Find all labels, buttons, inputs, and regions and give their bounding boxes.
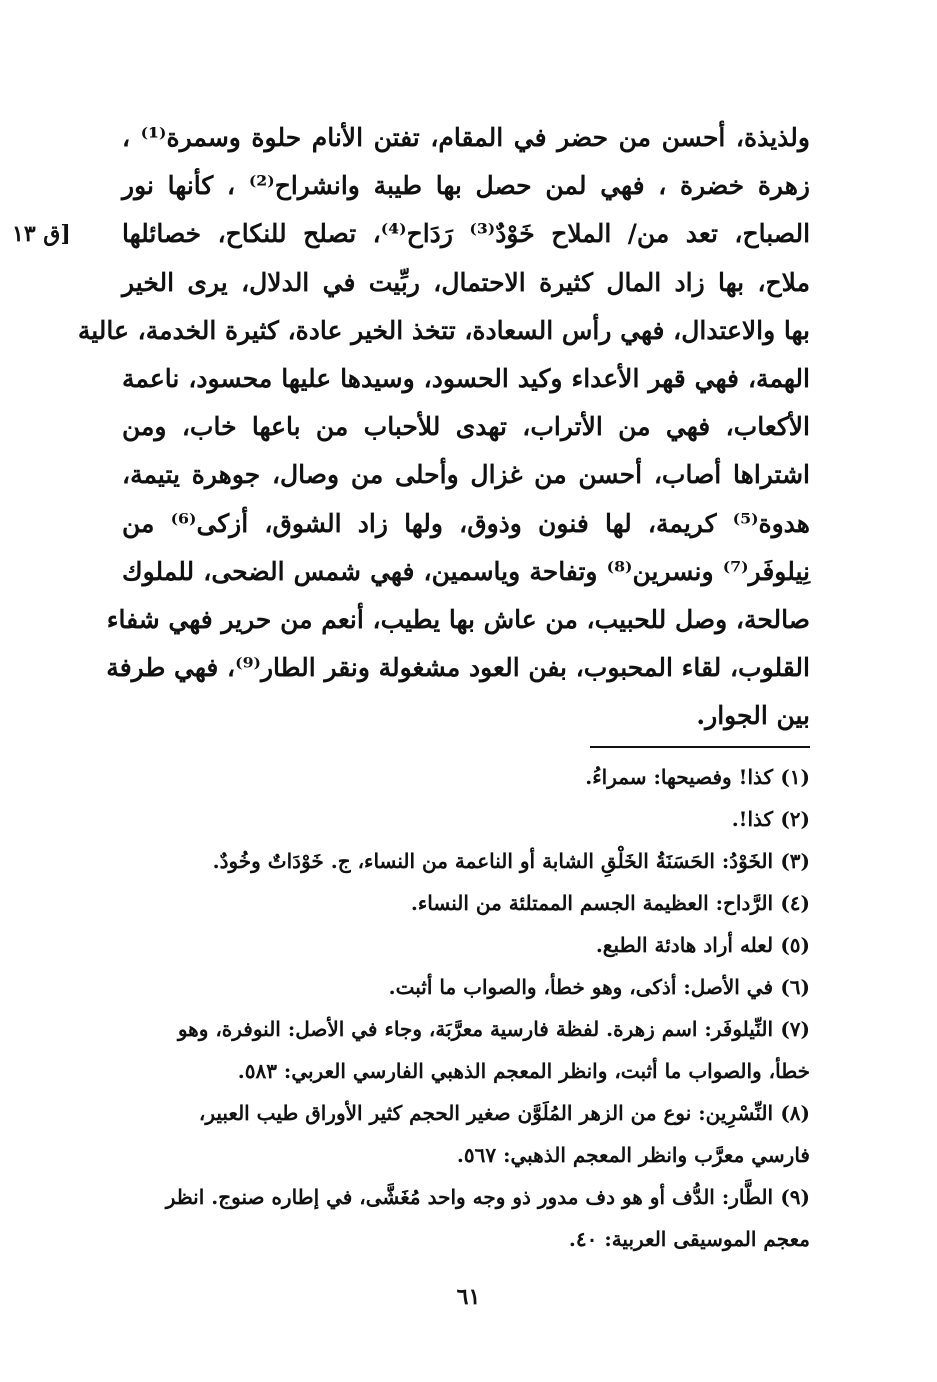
main-text-line: صالحة، وصل للحبيب، من عاش بها يطيب، أنعم من حرير فهي شفاء: [106, 604, 810, 634]
footnote-text: النِّيلوفَر: اسم زهرة. لفظة فارسية معرَّبَة، وجاء في الأصل: النوفرة، وهو: [177, 1017, 774, 1041]
footnote-number: (٢): [780, 807, 810, 831]
footnote: [118, 756, 810, 798]
footnote-continuation: معجم الموسيقى العربية: ٤٠.: [568, 1227, 810, 1251]
footnote-number: (٤): [780, 891, 810, 915]
main-text-line: الصباح، تعد من/ الملاح خَوْدٌ⁽³⁾ رَدَاح⁽⁴⁾، تصلح للنكاح، خصائلها: [122, 219, 811, 249]
footnote: [118, 1092, 810, 1134]
footnote-number: (١): [780, 765, 810, 789]
footnote: [118, 924, 810, 966]
footnote-divider: [590, 746, 810, 748]
main-text-line: ولذيذة، أحسن من حضر في المقام، تفتن الأنام حلوة وسمرة⁽¹⁾ ،: [122, 123, 810, 152]
main-text-line: ملاح، بها زاد المال كثيرة الاحتمال، ربِّيت في الدلال، يرى الخير: [122, 267, 810, 297]
footnote-number: (٩): [780, 1185, 810, 1209]
footnote-text: الرَّداح: العظيمة الجسم الممتلئة من النساء.: [410, 891, 774, 915]
manuscript-folio-note: [ق ١٣: [12, 221, 71, 247]
footnote-text: الطَّار: الدُّف أو هو دف مدور ذو وجه واحد مُغَشَّى، في إطاره صنوج. انظر: [165, 1185, 774, 1209]
main-text-line: الهمة، فهي قهر الأعداء وكيد الحسود، وسيدها عليها محسود، ناعمة: [122, 363, 810, 393]
main-text-line: القلوب، لقاء المحبوب، بفن العود مشغولة ونقر الطار⁽⁹⁾، فهي طرفة: [106, 653, 810, 683]
footnote-number: (٦): [780, 975, 810, 999]
footnote-number: (٣): [780, 849, 810, 873]
main-text-line: الأكعاب، فهي من الأتراب، تهدى للأحباب من باعها خاب، ومن: [122, 412, 810, 442]
footnote-number: (٧): [780, 1017, 810, 1041]
footnote-text: لعله أراد هادئة الطبع.: [595, 933, 774, 957]
footnote-number: (٨): [780, 1101, 810, 1125]
footnote-continuation: خطأ، والصواب ما أثبت، وانظر المعجم الذهبي الفارسي العربي: ٥٨٣.: [237, 1059, 810, 1083]
main-text-line: بها والاعتدال، فهي رأس السعادة، تتخذ الخير عادة، كثيرة الخدمة، عالية: [77, 315, 810, 345]
footnote: [118, 840, 810, 882]
footnote-text: في الأصل: أذكى، وهو خطأ، والصواب ما أثبت.: [388, 975, 774, 999]
footnote: [118, 798, 810, 840]
main-text-line: بين الجوار.: [696, 701, 810, 731]
footnote: [118, 882, 810, 924]
footnote-text: كذا!.: [731, 807, 774, 831]
footnote: [118, 966, 810, 1008]
footnote-text: النِّسْرِين: نوع من الزهر المُلَوَّن صغير الحجم كثير الأوراق طيب العبير،: [198, 1101, 774, 1125]
footnote-text: الخَوْدُ: الحَسَنَةُ الخَلْقِ الشابة أو الناعمة من النساء، ج. خَوْدَاتٌ وخُودٌ.: [212, 849, 774, 873]
main-text-line: هدوة⁽⁵⁾ كريمة، لها فنون وذوق، ولها زاد الشوق، أزكى⁽⁶⁾ من: [122, 508, 810, 538]
page-number: ٦١: [456, 1284, 481, 1310]
footnote-continuation: فارسي معرَّب وانظر المعجم الذهبي: ٥٦٧.: [456, 1143, 810, 1167]
footnote: [118, 1176, 810, 1218]
footnotes: [118, 756, 810, 1260]
footnote-number: (٥): [780, 933, 810, 957]
main-text-line: زهرة خضرة ، فهي لمن حصل بها طيبة وانشراح⁽²⁾ ، كأنها نور: [122, 171, 810, 201]
main-text-body: [77, 114, 811, 740]
footnote: [118, 1008, 810, 1050]
footnote-text: كذا! وفصيحها: سمراءُ.: [585, 765, 774, 789]
main-text-line: نِيلوفَر⁽⁷⁾ ونسرين⁽⁸⁾ وتفاحة وياسمين، فهي شمس الضحى، للملوك: [122, 556, 810, 586]
main-text-line: اشتراها أصاب، أحسن من غزال وأحلى من وصال، جوهرة يتيمة،: [122, 460, 810, 490]
